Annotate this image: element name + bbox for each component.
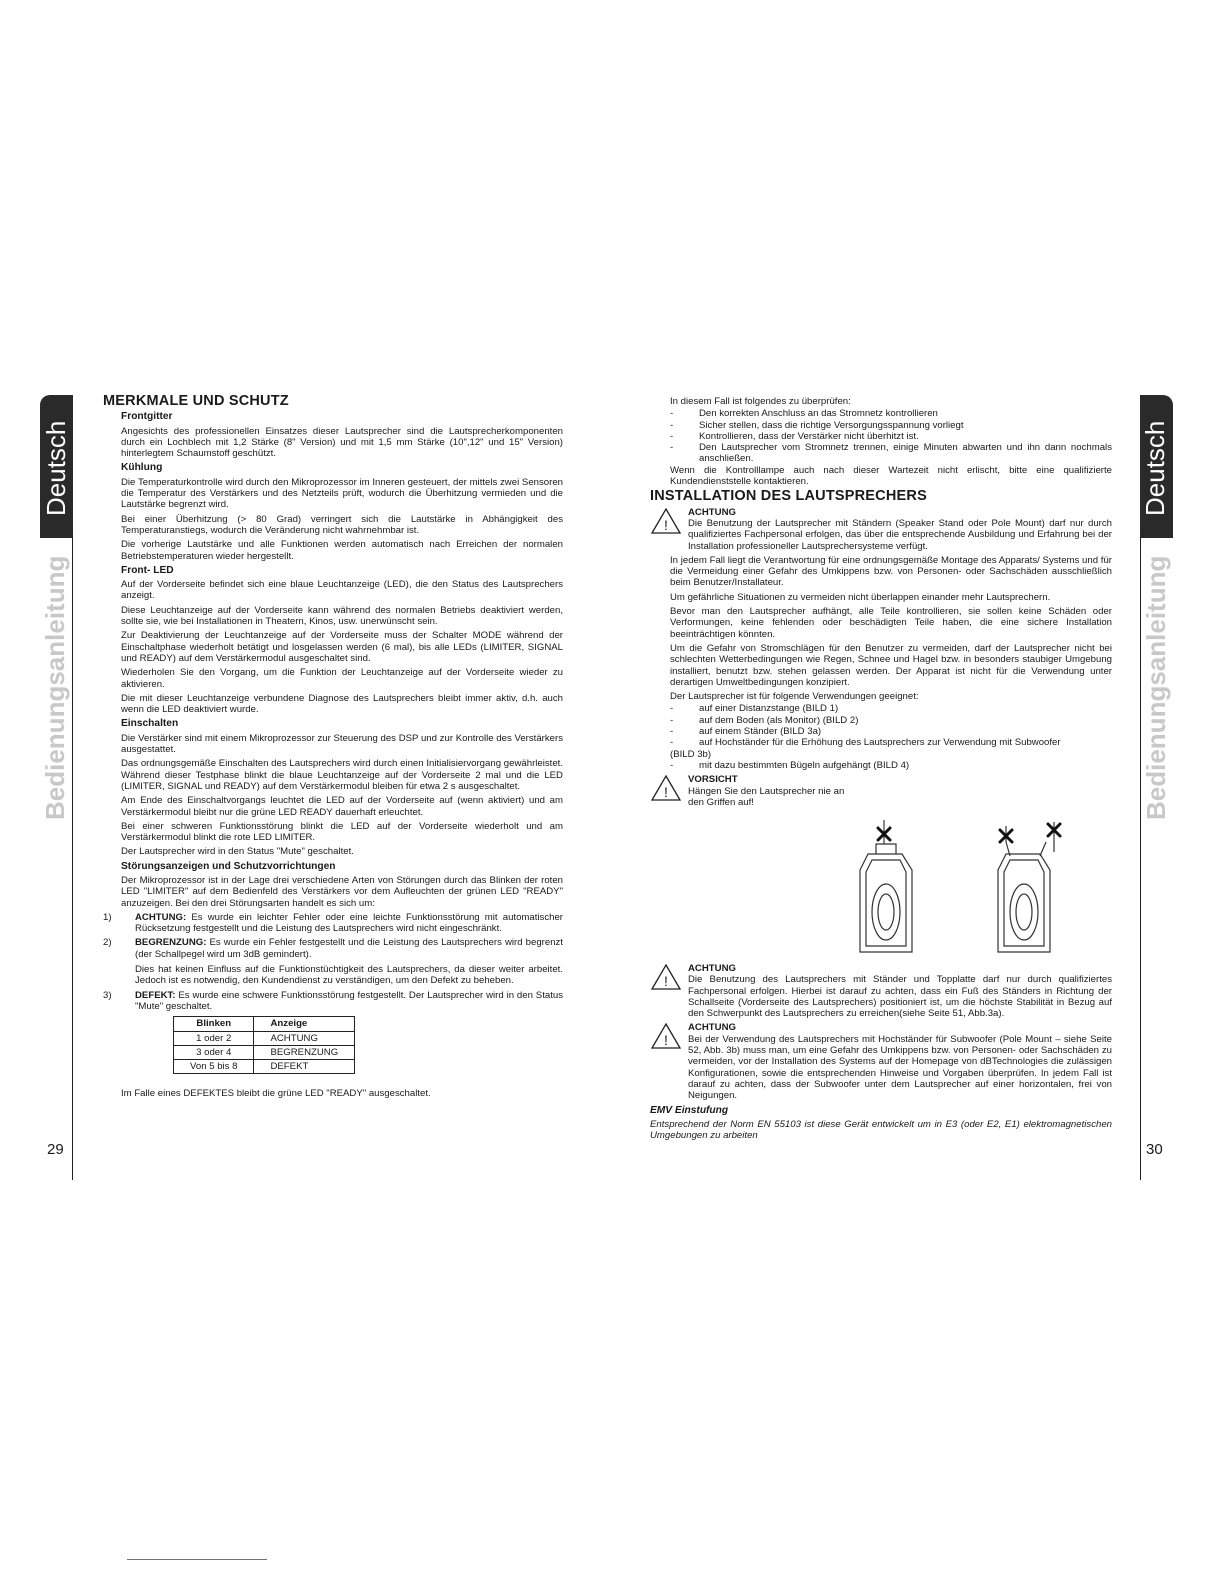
install-p1: In jedem Fall liegt die Verantwortung für eine ordnungsgemäße Montage des Apparats/ Systems und für die Vermeidung einer Gefahr des Umkippens bzw. von Personen- oder Sachschäden ausschließlich beim Benutzer/Installateur. [670,554,1112,589]
warning-triangle-icon [650,963,688,1019]
svg-text:!: ! [664,973,668,989]
use-item-cont: (BILD 3b) [670,748,712,760]
table-row: 1 oder 2 ACHTUNG [174,1031,355,1045]
right-language-label: Deutsch [1140,420,1170,516]
check-item: - Den Lautsprecher vom Stromnetz trennen, einige Minuten abwarten und ihn dann nochmals anschließen. [670,442,1112,465]
front-led-p2: Diese Leuchtanzeige auf der Vorderseite kann während des normalen Betriebs deaktiviert werden, sollte sie, wie bei Installationen in Theatern, Kinos, usw. unerwünscht sein. [121,604,563,628]
install-p3: Bevor man den Lautsprecher aufhängt, alle Teile kontrollieren, sie sollen keine Schäden oder Verformungen, keine fehlenden oder beschädigten Teile haben, die eine sichere Installation beeinträchtigen könnten. [670,606,1112,640]
front-led-p1: Auf der Vorderseite befindet sich eine blaue Leuchtanzeige (LED), die den Status des Lautsprechers anzeigt. [121,579,563,602]
blink-table-header: Anzeige [254,1017,355,1031]
emv-heading: EMV Einstufung [650,1104,729,1116]
front-led-heading: Front- LED [121,564,174,576]
warning-block-1: ! ACHTUNG Die Benutzung der Lautsprecher mit Ständern (Speaker Stand oder Pole Mount) darf nur durch qualifiziertes Fachpersonal erfolgen, das über die entsprechende Ausbildung und Erfahrung bei der Installation professioneller Lautsprechersysteme verfügt. [650,507,1112,552]
left-language-label: Deutsch [41,420,71,516]
install-p2: Um gefährliche Situationen zu vermeiden nicht überlappen einander mehr Lautsprechern. [670,591,1051,603]
check-outro: Wenn die Kontrolllampe auch nach dieser Wartezeit nicht erlischt, bitte eine qualifizierte Kundendienststelle kontaktieren. [670,464,1112,488]
svg-text:!: ! [664,784,668,801]
right-page-content [650,396,1112,811]
einschalten-p1: Die Verstärker sind mit einem Mikroprozessor zur Steuerung des DSP und zur Kontrolle des Verstärkers ausgestattet. [121,732,563,756]
emv-text: Entsprechend der Norm EN 55103 ist diese Gerät entwickelt um in E3 (oder E2, E1) elektromagnetischen Umgebungen zu arbeiten [650,1118,1112,1142]
table-row: Von 5 bis 8 DEFEKT [174,1060,355,1074]
blink-table [173,1016,355,1074]
check-item: - Den korrekten Anschluss an das Stromnetz kontrollieren [670,408,938,420]
kuehlung-p3: Die vorherige Lautstärke und alle Funktionen werden automatisch nach Erreichen der normalen Betriebstemperaturen wieder hergestellt. [121,539,563,562]
check-intro: In diesem Fall ist folgendes zu überprüfen: [670,396,851,407]
use-item: - mit dazu bestimmten Bügeln aufgehängt (BILD 4) [670,759,910,771]
kuehlung-p2: Bei einer Überhitzung (> 80 Grad) verringert sich die Lautstärke in Abhängigkeit des Temperaturanstiegs, wodurch die Veränderung nicht wahrnehmbar ist. [121,513,563,536]
speaker-handles-illustration [840,812,1080,960]
fault-item-3: 3) DEFEKT: Es wurde eine schwere Funktionsstörung festgestellt. Der Lautsprecher wird in den Status "Mute" geschaltet. [103,989,563,1012]
right-margin-rule [1140,535,1141,1180]
right-lower-content [650,960,1112,1144]
stoerung-heading: Störungsanzeigen und Schutzvorrichtungen [121,860,336,872]
blink-table-header: Blinken [174,1017,254,1031]
kuehlung-p1: Die Temperaturkontrolle wird durch den Mikroprozessor im Inneren gesteuert, der mittels zwei Sensoren die Temperatur des Verstärkers und des Netzteils prüft, wodurch die Überhitzung vermieden und die Lautstärke begrenzt wird. [121,476,563,511]
check-item: - Kontrollieren, dass der Verstärker nicht überhitzt ist. [670,430,919,442]
left-manual-label: Bedienungsanleitung [40,555,70,820]
kuehlung-heading: Kühlung [121,462,163,474]
warning-triangle-icon [650,507,688,552]
use-item: - auf einem Ständer (BILD 3a) [670,726,822,738]
einschalten-p4: Bei einer schweren Funktionsstörung blinkt die LED auf der Vorderseite wiederholt und am Verstärkermodul blinkt die rote LED LIMITER. [121,820,563,844]
use-item: - auf Hochständer für die Erhöhung des Lautsprechers zur Verwendung mit Subwoofer [670,737,1061,749]
use-item: - auf einer Distanzstange (BILD 1) [670,703,839,715]
warning-block-2: ! ACHTUNG Die Benutzung des Lautsprechers mit Ständer und Topplatte darf nur durch qualifiziertes Fachpersonal erfolgen. Hierbei ist darauf zu achten, dass ein Fuß des Ständers in Richtung der Schallseite (Vorderseite des Lautsprechers) positioniert ist, um die höchste Stabilität in Bezug auf den Schwerpunkt des Lautsprechers zu erreichen(siehe Seite 51, Abb.3a). [650,963,1112,1019]
warning-triangle-icon [650,1022,688,1101]
einschalten-p2: Das ordnungsgemäße Einschalten des Lautsprechers wird durch einen Initialisiervorgang gewährleistet. Während dieser Testphase blinkt die blaue Leuchtanzeige auf der Vorderseite 2 mal und die LED (LIMITER, SIGNAL und READY) auf dem Verstärkermodul bleiben für etwa 2 s ausgeschaltet. [121,758,563,792]
left-page-number: 29 [47,1141,64,1158]
frontgitter-heading: Frontgitter [121,411,173,423]
fault-item-1: 1) ACHTUNG: Es wurde ein leichter Fehler oder eine leichte Funktionsstörung mit automatischer Rücksetzung festgestellt und die Leistung des Lautsprechers wird nicht eingeschränkt. [103,911,563,935]
right-manual-label: Bedienungsanleitung [1141,555,1171,820]
check-item: - Sicher stellen, dass die richtige Versorgungsspannung vorliegt [670,419,964,431]
frontgitter-text: Angesichts des professionellen Einsatzes dieser Lautsprecher sind die Lautsprecherkomponenten durch ein Lochblech mit 1,2 Stärke (8" Version) und mit 1,5 mm Stärke (10",12" und 15" Version) hinterlegtem Schaumstoff geschützt. [121,425,563,460]
fault-item-2-extra: Dies hat keinen Einfluss auf die Funktionstüchtigkeit des Lautsprechers, da dieser weiter arbeitet. Jedoch ist es notwendig, den Kundendienst zu verständigen, um den Defekt zu beheben. [135,964,563,987]
left-margin-rule [72,535,73,1180]
warning-block-3: ! ACHTUNG Bei der Verwendung des Lautsprechers mit Hochständer für Subwoofer (Pole Mount – siehe Seite 52, Abb. 3b) muss man, um eine Gefahr des Umkippens bzw. von Personen- oder Sachschäden zu vermeiden, vor der Installation des Systems auf der Homepage von dBTechnologies die zulässigen Konfigurationen, sowie die entsprechenden Hinweise und Vorgaben überprüfen. In jedem Fall ist darauf zu achten, dass der Subwoofer unter dem Lautsprecher auf einer horizontalen, frei von Neigungen. [650,1022,1112,1101]
right-page-title: INSTALLATION DES LAUTSPRECHERS [650,488,927,505]
footnote-rule [127,1559,267,1560]
svg-text:!: ! [664,516,668,533]
einschalten-p3: Am Ende des Einschaltvorgangs leuchtet die LED auf der Vorderseite auf (wenn aktiviert) und am Verstärkermodul bleibt nur die grüne LED READY dauerhaft erleuchtet. [121,795,563,818]
fault-item-2: 2) BEGRENZUNG: Es wurde ein Fehler festgestellt und die Leistung des Lautsprechers wird begrenzt (der Schallpegel wird um 3dB gemindert). Dies hat keinen Einfluss auf die Funktionstüchtigkeit des Lautsprechers, da dieser weiter arbeitet. Jedoch ist es notwendig, den Kundendienst zu verständigen, um den Defekt zu beheben. [103,937,563,987]
front-led-p3: Zur Deaktivierung der Leuchtanzeige auf der Vorderseite muss der Schalter MODE während der Einschaltphase wiederholt betätigt und losgelassen werden (6 mal), bis alle LEDs (LIMITER, SIGNAL und READY) auf dem Verstärkermodul ausgeschaltet sind. [121,630,563,664]
einschalten-p5: Der Lautsprecher wird in den Status "Mute" geschaltet. [121,846,354,858]
svg-text:!: ! [664,1032,668,1049]
left-page-title: MERKMALE UND SCHUTZ [103,393,289,409]
left-page-content [103,393,563,1100]
table-row: 3 oder 4 BEGRENZUNG [174,1045,355,1059]
defekt-footer: Im Falle eines DEFEKTES bleibt die grüne LED "READY" ausgeschaltet. [121,1088,431,1100]
install-p4: Um die Gefahr von Stromschlägen für den Benutzer zu vermeiden, darf der Lautsprecher nicht bei schlechten Wetterbedingungen wie Regen, Schnee und Hagel bzw. in besonders staubiger Umgebung installiert, benutzt bzw. stehen gelassen werden. Der Apparat ist nicht für die Verwendung unter derartigen Umweltbedingungen konzipiert. [670,642,1112,688]
right-page-number: 30 [1146,1141,1163,1158]
front-led-p4: Wiederholen Sie den Vorgang, um die Funktion der Leuchtanzeige auf der Vorderseite wieder zu aktivieren. [121,667,563,690]
einschalten-heading: Einschalten [121,718,179,730]
vorsicht-block: ! VORSICHT Hängen Sie den Lautsprecher nie an den Griffen auf! [650,774,850,808]
stoerung-p1: Der Mikroprozessor ist in der Lage drei verschiedene Arten von Störungen durch das Blinken der roten LED "LIMITER" auf dem Bedienfeld des Verstärkers vor dem Aufleuchten der grünen LED "READY" anzuzeigen. Bei den drei Störungsarten handelt es sich um: [121,874,563,909]
warning-triangle-icon [650,774,688,808]
install-p5: Der Lautsprecher ist für folgende Verwendungen geeignet: [670,691,919,703]
front-led-p5: Die mit dieser Leuchtanzeige verbundene Diagnose des Lautsprechers bleibt immer aktiv, d.h. auch wenn die LED deaktiviert wurde. [121,692,563,716]
use-item: - auf dem Boden (als Monitor) (BILD 2) [670,714,859,726]
